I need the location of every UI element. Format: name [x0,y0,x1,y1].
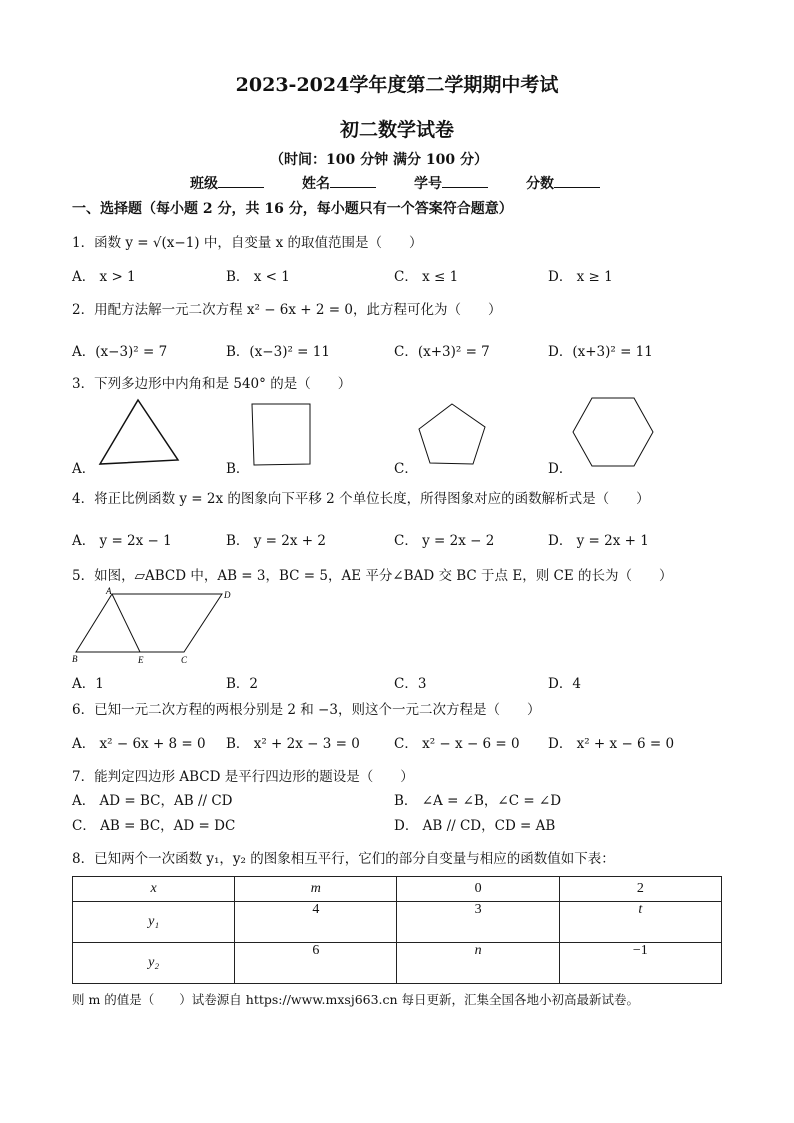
vertex-a-label: A [106,586,112,596]
q7-option-a: A． AD = BC，AB // CD [72,793,233,809]
q3-option-d: D． [548,461,573,477]
vertex-b-label: B [72,654,78,664]
q2-option-c: C．(x+3)² = 7 [394,344,490,360]
q7-option-b: B． ∠A = ∠B，∠C = ∠D [394,793,562,809]
table-cell: y₂ [73,943,235,984]
table-cell: 3 [397,902,559,943]
table-cell: −1 [559,943,721,984]
q4-option-c: C． y = 2x − 2 [394,533,495,549]
table-row [73,943,722,984]
q4-stem: 4．将正比例函数 y = 2x 的图象向下平移 2 个单位长度，所得图象对应的函数解析式是（ ） [72,491,650,507]
q1-option-c: C． x ≤ 1 [394,269,459,285]
field-id-blank [442,175,488,188]
q1-option-d: D． x ≥ 1 [548,269,613,285]
q8-stem: 8．已知两个一次函数 y₁，y₂ 的图象相互平行，它们的部分自变量与相应的函数值如下表： [72,851,615,867]
vertex-c-label: C [181,655,188,665]
field-class [190,173,264,193]
q5-stem: 5．如图，▱ABCD 中，AB = 3，BC = 5，AE 平分∠BAD 交 BC 于点 E，则 CE 的长为（ ） [72,568,673,584]
q3-option-b: B． [226,461,250,477]
q1-stem: 1．函数 y = √(x−1) 中，自变量 x 的取值范围是（ ） [72,235,423,251]
q5-option-b: B．2 [226,676,259,692]
q4-option-d: D． y = 2x + 1 [548,533,649,549]
q2-option-d: D．(x+3)² = 11 [548,344,653,360]
table-header-cell: 2 [559,877,721,902]
field-class-label: 班级 [190,176,218,192]
field-name-label: 姓名 [302,176,330,192]
field-id [414,173,488,193]
q6-stem: 6．已知一元二次方程的两根分别是 2 和 −3，则这个一元二次方程是（ ） [72,702,541,718]
square-figure [250,402,312,466]
pentagon-figure [416,402,488,466]
q6-option-a: A． x² − 6x + 8 = 0 [72,736,206,752]
field-name-blank [330,175,376,188]
field-name [302,173,376,193]
triangle-figure [98,398,180,466]
time-info: （时间：100 分钟 满分 100 分） [270,152,488,168]
table-header-row [73,877,722,902]
parallelogram-figure [72,586,242,668]
exam-title: 2023-2024学年度第二学期期中考试 [235,74,559,96]
table-cell: 4 [235,902,397,943]
q7-option-c: C． AB = BC，AD = DC [72,818,236,834]
q2-stem: 2．用配方法解一元二次方程 x² − 6x + 2 = 0，此方程可化为（ ） [72,302,502,318]
q1-option-a: A． x > 1 [72,269,136,285]
q6-option-d: D． x² + x − 6 = 0 [548,736,675,752]
table-cell: 6 [235,943,397,984]
q1-option-b: B． x < 1 [226,269,290,285]
table-cell: y₁ [73,902,235,943]
field-score-blank [554,175,600,188]
q7-option-d: D． AB // CD，CD = AB [394,818,556,834]
field-score [526,173,600,193]
q2-option-a: A．(x−3)² = 7 [72,344,168,360]
table-header-cell: 0 [397,877,559,902]
q5-option-d: D．4 [548,676,581,692]
q3-option-a: A． [72,461,96,477]
q5-option-c: C．3 [394,676,427,692]
q6-option-b: B． x² + 2x − 3 = 0 [226,736,360,752]
vertex-d-label: D [224,590,231,600]
q4-option-b: B． y = 2x + 2 [226,533,326,549]
table-header-cell: m [235,877,397,902]
q4-option-a: A． y = 2x − 1 [72,533,172,549]
q6-option-c: C． x² − x − 6 = 0 [394,736,520,752]
q7-stem: 7．能判定四边形 ABCD 是平行四边形的题设是（ ） [72,769,414,785]
field-class-blank [218,175,264,188]
q5-option-a: A．1 [72,676,104,692]
table-cell: n [397,943,559,984]
section-heading: 一、选择题（每小题 2 分，共 16 分，每小题只有一个答案符合题意） [72,201,513,217]
point-e-label: E [138,655,144,665]
q3-option-c: C． [394,461,418,477]
q8-tail: 则 m 的值是（ ）试卷源自 https://www.mxsj663.cn 每日更新，汇集全国各地小初高最新试卷。 [72,992,640,1007]
values-table [72,876,722,984]
q2-option-b: B．(x−3)² = 11 [226,344,330,360]
table-row [73,902,722,943]
hexagon-figure [571,396,655,468]
table-cell: t [559,902,721,943]
q3-stem: 3．下列多边形中内角和是 540° 的是（ ） [72,376,352,392]
field-id-label: 学号 [414,176,442,192]
field-score-label: 分数 [526,176,554,192]
exam-subtitle: 初二数学试卷 [339,119,454,141]
table-header-cell: x [73,877,235,902]
